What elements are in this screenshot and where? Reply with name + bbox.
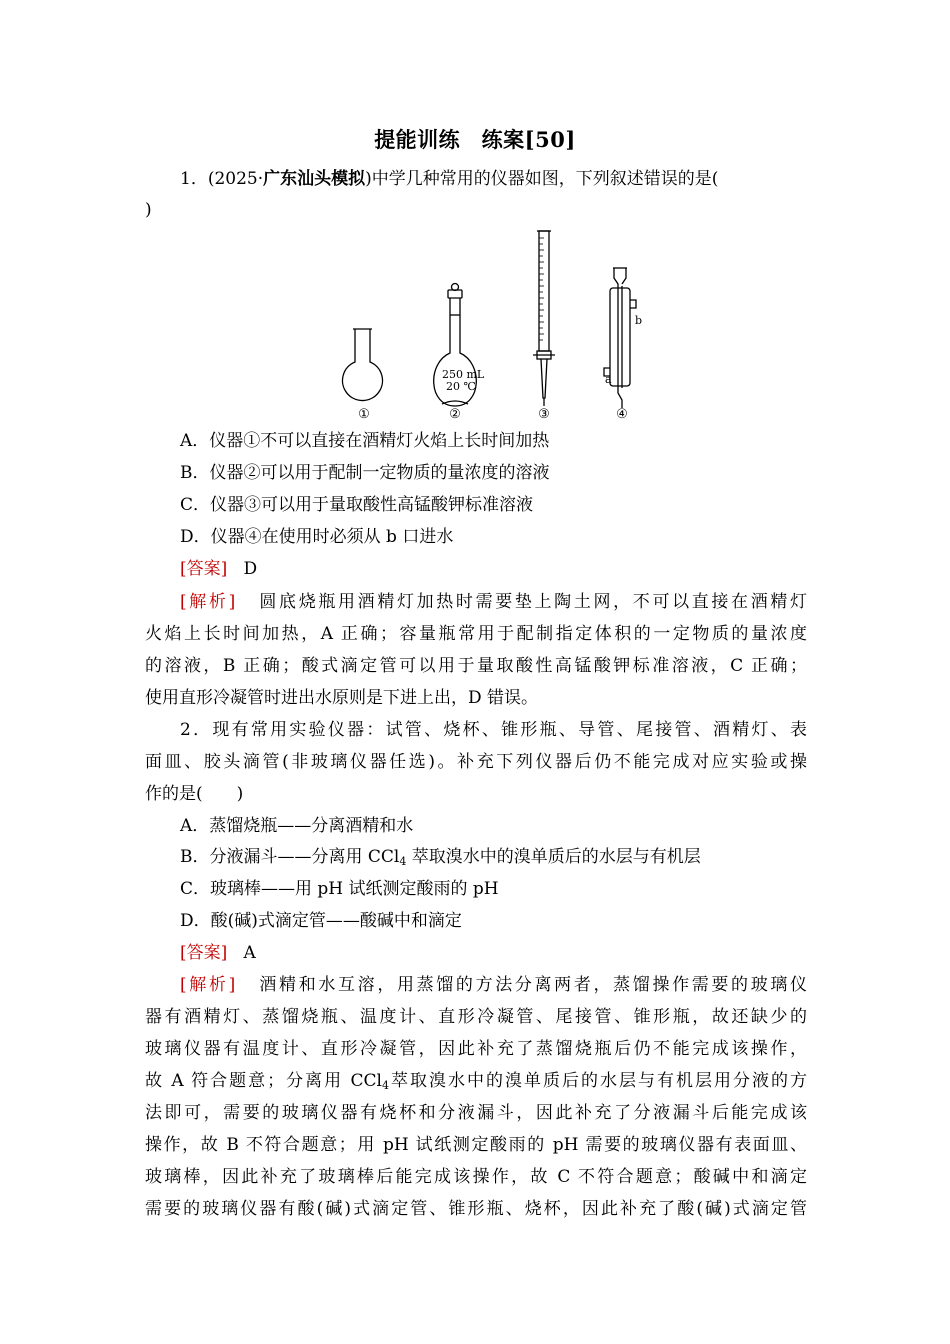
q1-answer <box>180 558 807 580</box>
q2-analysis-line: 器有酒精灯、蒸馏烧瓶、温度计、直形冷凝管、尾接管、锥形瓶，故还缺少的 <box>145 1007 807 1027</box>
flask-volume-label: 250 mL <box>442 368 485 381</box>
q2-analysis-line: 玻璃棒，因此补充了玻璃棒后能完成该操作，故 C 不符合题意；酸碱中和滴定 <box>145 1167 807 1187</box>
page-title: 提能训练 练案[50] <box>374 127 576 152</box>
apparatus-figure <box>330 228 660 423</box>
q2-stem-line: 2．现有常用实验仪器：试管、烧杯、锥形瓶、导管、尾接管、酒精灯、表 <box>180 720 807 740</box>
q2-stem-line: 作的是( ) <box>145 784 244 804</box>
q1-analysis-line: [解析] 圆底烧瓶用酒精灯加热时需要垫上陶土网，不可以直接在酒精灯 <box>180 592 808 612</box>
figure-label-4: ④ <box>616 407 628 422</box>
q2-stem-line: 面皿、胶头滴管(非玻璃仪器任选)。补充下列仪器后仍不能完成对应实验或操 <box>145 752 807 772</box>
analysis-label: [解析] <box>180 592 236 612</box>
figure-label-2: ② <box>449 407 461 422</box>
answer-label: [答案] <box>180 559 228 579</box>
q1-option-b: B．仪器②可以用于配制一定物质的量浓度的溶液 <box>180 463 550 483</box>
analysis-label: [解析] <box>180 975 236 995</box>
answer-value: D <box>243 559 258 579</box>
q1-source: 广东汕头模拟 <box>263 169 366 189</box>
q1-option-c: C．仪器③可以用于量取酸性高锰酸钾标准溶液 <box>180 495 534 515</box>
figure-label-3: ③ <box>538 407 550 422</box>
q2-analysis-line: 需要的玻璃仪器有酸(碱)式滴定管、锥形瓶、烧杯，因此补充了酸(碱)式滴定管 <box>145 1199 807 1219</box>
answer-value: A <box>243 943 256 963</box>
condenser-port-b: b <box>635 314 643 327</box>
burette-icon <box>533 231 555 406</box>
q2-option-a: A．蒸馏烧瓶——分离酒精和水 <box>180 816 414 836</box>
apparatus-diagram <box>330 228 660 423</box>
q2-answer <box>180 942 807 964</box>
q1-number: 1． <box>180 169 208 189</box>
q2-option-c: C．玻璃棒——用 pH 试纸测定酸雨的 pH <box>180 879 499 899</box>
condenser-icon <box>604 268 636 408</box>
q2-option-b: B．分液漏斗——分离用 CCl$_4$ 萃取溴水中的溴单质后的水层与有机层 <box>180 847 701 868</box>
q1-analysis-line: 使用直形冷凝管时进出水原则是下进上出，D 错误。 <box>145 688 539 708</box>
q1-stem: 1．(2025·广东汕头模拟)中学几种常用的仪器如图，下列叙述错误的是( <box>180 169 719 189</box>
q1-option-a: A．仪器①不可以直接在酒精灯火焰上长时间加热 <box>180 431 550 451</box>
figure-label-1: ① <box>358 407 370 422</box>
q2-option-d: D．酸(碱)式滴定管——酸碱中和滴定 <box>180 911 462 931</box>
q2-analysis-line: 玻璃仪器有温度计、直形冷凝管，因此补充了蒸馏烧瓶后仍不能完成该操作， <box>145 1039 807 1059</box>
q1-analysis-line: 的溶液，B 正确；酸式滴定管可以用于量取酸性高锰酸钾标准溶液，C 正确； <box>145 656 807 676</box>
round-bottom-flask-icon <box>343 329 383 401</box>
condenser-port-a: a <box>605 373 612 386</box>
q2-analysis-line: [解析] 酒精和水互溶，用蒸馏的方法分离两者，蒸馏操作需要的玻璃仪 <box>180 975 808 995</box>
q1-stem-tail: ) <box>145 200 152 220</box>
q2-analysis-line: 操作，故 B 不符合题意；用 pH 试纸测定酸雨的 pH 需要的玻璃仪器有表面皿、 <box>145 1135 807 1155</box>
q2-analysis-line: 故 A 符合题意；分离用 CCl$_4$萃取溴水中的溴单质后的水层与有机层用分液的方 <box>145 1071 807 1092</box>
q1-analysis-line: 火焰上长时间加热，A 正确；容量瓶常用于配制指定体积的一定物质的量浓度 <box>145 624 807 644</box>
q2-analysis-line: 法即可，需要的玻璃仪器有烧杯和分液漏斗，因此补充了分液漏斗后能完成该 <box>145 1103 807 1123</box>
q1-option-d: D．仪器④在使用时必须从 b 口进水 <box>180 527 454 547</box>
answer-label: [答案] <box>180 943 228 963</box>
flask-temp-label: 20 ℃ <box>446 380 476 393</box>
